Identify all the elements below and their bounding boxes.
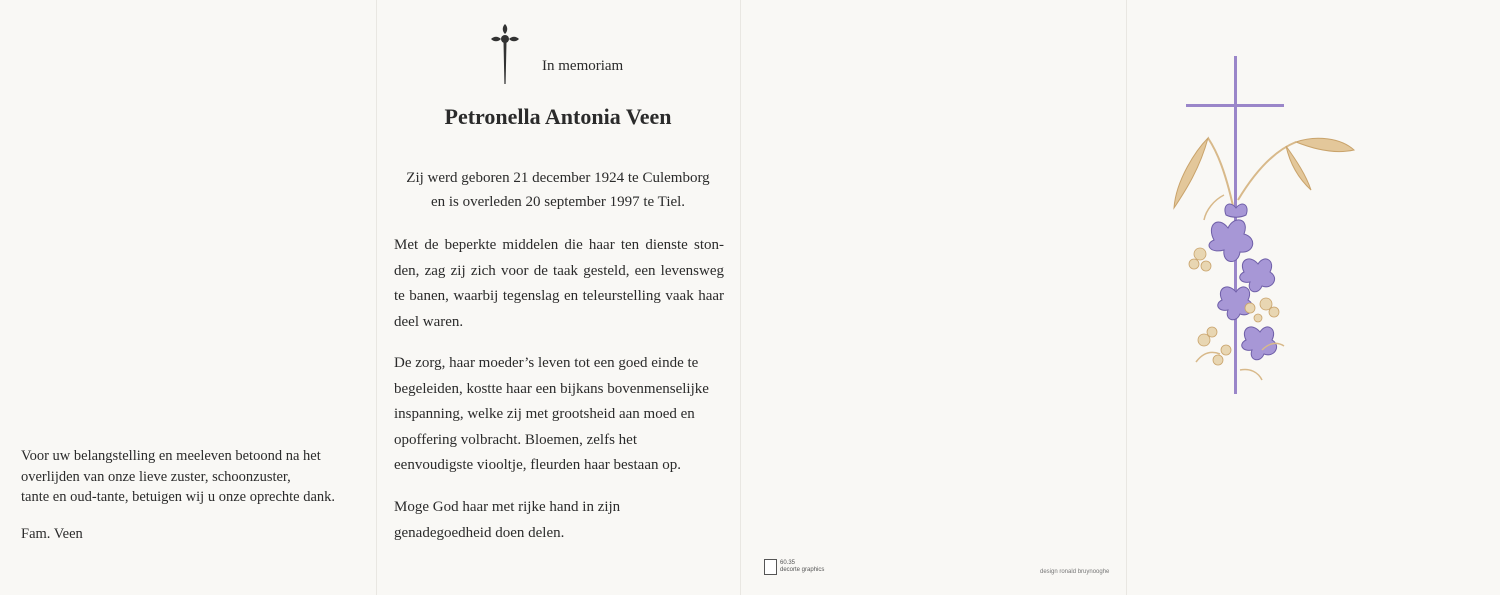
thanks-line: tante en oud-tante, betuigen wij u onze oprechte dank. — [21, 489, 336, 505]
family-signoff: Fam. Veen — [21, 526, 83, 542]
text-line: De zorg, haar moeder’s leven tot een goed einde te — [394, 355, 699, 371]
thanks-text — [21, 446, 371, 508]
blank-panel — [740, 0, 1126, 595]
paragraph-1 — [394, 233, 724, 335]
dates-line: Zij werd geboren 21 december 1924 te Culemborg — [406, 170, 710, 186]
cross-bar — [1186, 104, 1284, 107]
life-dates — [376, 166, 740, 214]
memoriam-panel — [376, 0, 740, 595]
text-line: Moge God haar met rijke hand in zijn — [394, 499, 621, 515]
cross-icon — [488, 22, 522, 86]
ornament-panel — [1126, 0, 1500, 595]
printer-logo-text — [780, 560, 824, 574]
printer-logo-icon — [764, 559, 777, 575]
dates-line: en is overleden 20 september 1997 te Tiel. — [430, 194, 686, 210]
text-line: den, zag zij zich voor de taak gesteld, een levensweg — [394, 262, 724, 279]
cross-with-flowers-icon — [1166, 50, 1396, 400]
paragraph-3 — [394, 495, 724, 546]
deceased-name: Petronella Antonia Veen — [444, 104, 672, 129]
thanks-line: Voor uw belangstelling en meeleven betoond na het — [21, 448, 321, 464]
text-line: inspanning, welke zij met grootsheid aan moed en — [394, 406, 695, 422]
text-line: genadegoedheid doen delen. — [394, 524, 565, 541]
thanks-panel — [0, 0, 376, 595]
text-line: Met de beperkte middelen die haar ten dienste ston- — [394, 237, 724, 253]
text-line: te banen, waarbij tegenslag en teleurstelling vaak haar — [394, 288, 724, 304]
text-line: begeleiden, kostte haar een bijkans bovenmenselijke — [394, 380, 709, 397]
logo-line: decorte graphics — [780, 567, 825, 573]
printer-logo — [764, 559, 824, 575]
designer-credit: design ronald bruynooghe — [1040, 569, 1110, 575]
text-line: opoffering volbracht. Bloemen, zelfs het — [394, 431, 637, 448]
text-line: eenvoudigste viooltje, fleurden haar bestaan op. — [394, 457, 681, 473]
text-line: deel waren. — [394, 313, 464, 330]
logo-line: 60.35 — [780, 560, 796, 566]
paragraph-2 — [394, 351, 724, 479]
in-memoriam-heading: In memoriam — [542, 58, 624, 74]
thanks-line: overlijden van onze lieve zuster, schoonzuster, — [21, 468, 291, 485]
